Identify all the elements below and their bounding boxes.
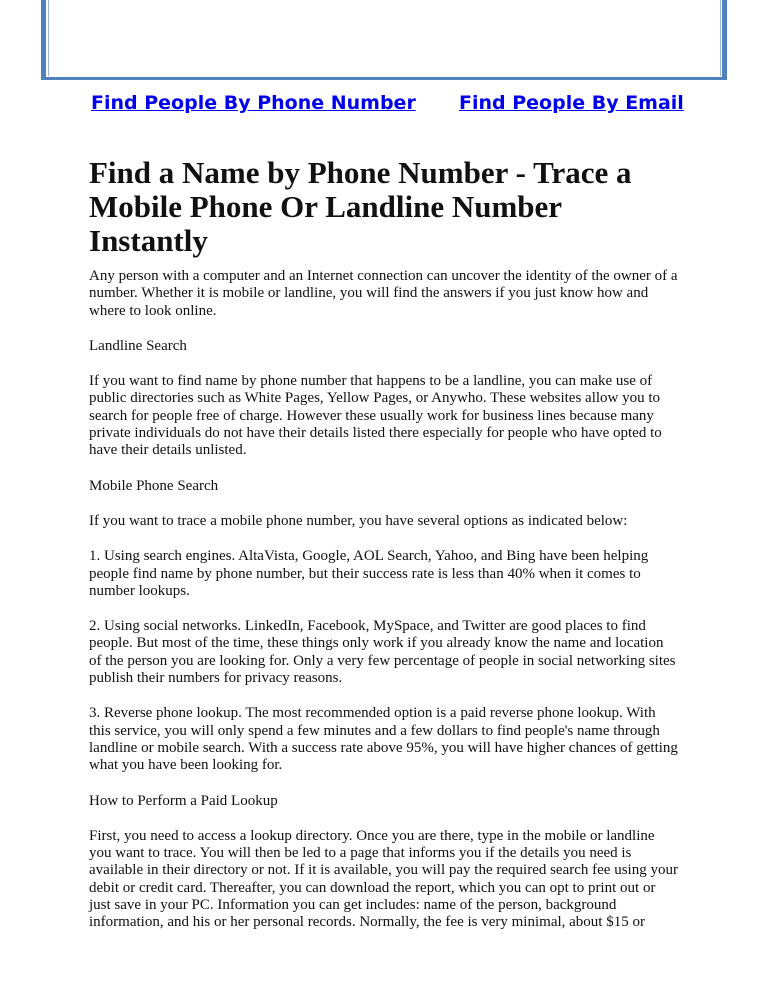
find-by-email-link[interactable]: Find People By Email <box>459 92 684 114</box>
header-links <box>91 92 691 118</box>
paid-lookup-heading: How to Perform a Paid Lookup <box>89 792 278 809</box>
option-3-paragraph: 3. Reverse phone lookup. The most recommended option is a paid reverse phone lookup. With this service, you will only spend a few minutes and a few dollars to find people's name through landline or mobile search. With a success rate above 95%, you will have higher chances of getting what you have been looking for. <box>89 705 678 774</box>
header-frame-right-line <box>720 0 721 76</box>
intro-paragraph: Any person with a computer and an Internet connection can uncover the identity of the owner of a number. Whether it is mobile or landline, you will find the answers if you just know how and where to look online. <box>89 268 678 319</box>
article <box>89 156 679 950</box>
find-by-phone-link[interactable]: Find People By Phone Number <box>91 92 416 114</box>
header-frame-left-line <box>48 0 49 76</box>
landline-paragraph: If you want to find name by phone number that happens to be a landline, you can make use of public directories such as White Pages, Yellow Pages, or Anywho. These websites allow you to search for people free of charge. However these usually work for business lines because many private individuals do not have their details listed there especially for people who have opted to have their details unlisted. <box>89 373 662 459</box>
paid-lookup-paragraph: First, you need to access a lookup directory. Once you are there, type in the mobile or landline you want to trace. You will then be led to a page that informs you if the details you need is available in their directory or not. If it is available, you will pay the required search fee using your debit or credit card. Thereafter, you can download the report, which you can opt to print out or just save in your PC. Information you can get includes: name of the person, background information, and his or her personal records. Normally, the fee is very minimal, about $15 or <box>89 827 678 931</box>
page-title: Find a Name by Phone Number - Trace a Mobile Phone Or Landline Number Instantly <box>89 155 632 258</box>
option-1-paragraph: 1. Using search engines. AltaVista, Google, AOL Search, Yahoo, and Bing have been helping people find name by phone number, but their success rate is less than 40% when it comes to number lookups. <box>89 548 649 599</box>
header-frame-bottom-bar <box>41 77 727 80</box>
mobile-heading: Mobile Phone Search <box>89 477 219 494</box>
option-2-paragraph: 2. Using social networks. LinkedIn, Facebook, MySpace, and Twitter are good places to find people. But most of the time, these things only work if you already know the name and location of the person you are looking for. Only a very few percentage of people in social networking sites publish their numbers for privacy reasons. <box>89 618 676 687</box>
landline-heading: Landline Search <box>89 337 187 354</box>
header-frame-right-bar <box>722 0 727 80</box>
mobile-intro-paragraph: If you want to trace a mobile phone number, you have several options as indicated below: <box>89 512 628 529</box>
header-frame-left-bar <box>41 0 46 80</box>
